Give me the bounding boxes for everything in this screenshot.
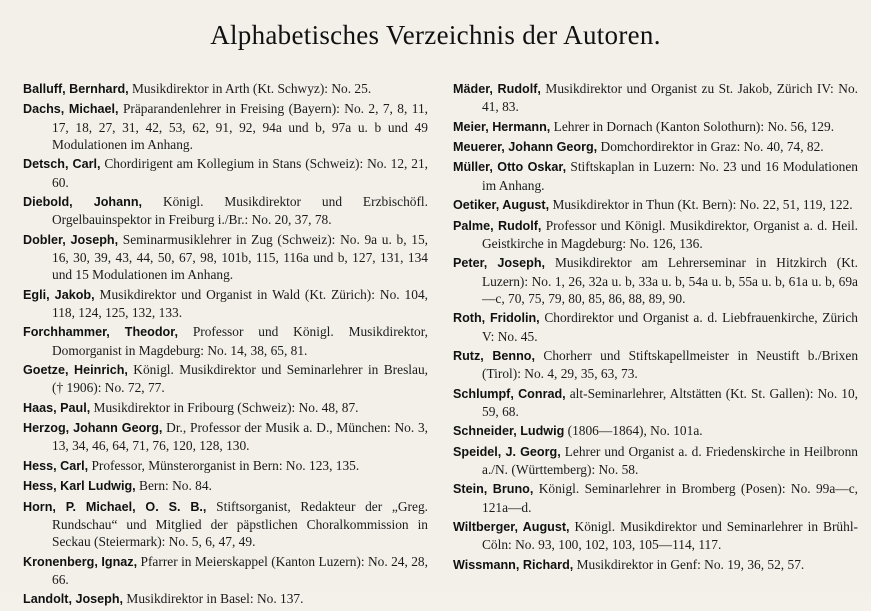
author-description: Pfarrer in Meierskappel (Kanton Luzern): No. 24, 28, 66.	[52, 553, 428, 587]
author-description: Seminarmusiklehrer in Zug (Schweiz): No. 9a u. b, 15, 16, 30, 39, 43, 44, 50, 67, 98, 101b, 115, 116a und b, 127, 131, 134 und 15 Modulationen im Anhang.	[52, 231, 428, 283]
author-name: Schlumpf, Conrad,	[453, 386, 566, 401]
author-name: Palme, Rudolf,	[453, 218, 542, 233]
author-entry	[23, 553, 428, 589]
author-entry	[23, 155, 428, 191]
author-description: Domchordirektor in Graz: No. 40, 74, 82.	[597, 139, 824, 155]
author-description: Musikdirektor in Thun (Kt. Bern): No. 22, 51, 119, 122.	[549, 197, 853, 213]
author-description: Dr., Professor der Musik a. D., München: No. 3, 13, 34, 46, 64, 71, 76, 120, 128, 130.	[52, 420, 428, 454]
author-name: Mäder, Rudolf,	[453, 82, 541, 96]
author-name: Kronenberg, Ignaz,	[23, 554, 138, 569]
author-entry	[23, 361, 428, 397]
author-entry	[453, 118, 858, 136]
author-name: Herzog, Johann Georg,	[23, 421, 163, 436]
author-description: Musikdirektor und Organist zu St. Jakob, Zürich IV: No. 41, 83.	[482, 81, 858, 115]
author-entry	[453, 347, 858, 383]
author-description: Musikdirektor in Fribourg (Schweiz): No. 48, 87.	[90, 399, 359, 415]
author-name: Meuerer, Johann Georg,	[453, 140, 598, 155]
author-description: Chordirigent am Kollegium in Stans (Schweiz): No. 12, 21, 60.	[52, 156, 428, 190]
author-name: Meier, Hermann,	[453, 119, 551, 134]
author-description: Lehrer und Organist a. d. Friedenskirche in Heilbronn a./N. (Württemberg): No. 58.	[482, 443, 858, 477]
author-description: Lehrer in Dornach (Kanton Solothurn): No. 56, 129.	[550, 118, 835, 134]
author-name: Balluff, Bernhard,	[23, 82, 129, 96]
author-name: Diebold, Johann,	[23, 195, 143, 210]
author-name: Dachs, Michael,	[23, 102, 119, 117]
left-column	[23, 80, 428, 611]
author-entry	[453, 158, 858, 194]
author-name: Egli, Jakob,	[23, 287, 95, 302]
author-description: Professor und Königl. Musikdirektor, Domorganist in Magdeburg: No. 14, 38, 65, 81.	[52, 324, 428, 358]
author-name: Hess, Karl Ludwig,	[23, 479, 136, 494]
author-entry	[23, 193, 428, 229]
author-entry	[23, 477, 428, 495]
author-name: Stein, Bruno,	[453, 482, 534, 497]
author-description: Professor und Königl. Musikdirektor, Organist a. d. Heil. Geistkirche in Magdeburg: No. 126, 136.	[482, 217, 859, 251]
author-name: Horn, P. Michael, O. S. B.,	[23, 499, 207, 514]
author-entry	[23, 100, 428, 153]
author-description: Musikdirektor in Genf: No. 19, 36, 52, 57.	[573, 556, 805, 572]
author-entry	[23, 457, 428, 475]
author-name: Detsch, Carl,	[23, 157, 101, 172]
author-name: Schneider, Ludwig	[453, 424, 565, 439]
author-entry	[453, 518, 858, 554]
author-name: Wiltberger, August,	[453, 520, 570, 535]
author-description: Bern: No. 84.	[135, 478, 212, 494]
author-entry	[453, 217, 858, 253]
author-description: (1806—1864), No. 101a.	[564, 423, 703, 439]
author-entry	[453, 385, 858, 421]
author-description: Stiftsorganist, Redakteur der „Greg. Rundschau“ und Mitglied der päpstlichen Choralkommission in Seckau (Steiermark): No. 5, 6, 47, 49.	[52, 498, 428, 550]
author-description: Königl. Seminarlehrer in Bromberg (Posen): No. 99a—c, 121a—d.	[482, 481, 858, 515]
author-description: alt-Seminarlehrer, Altstätten (Kt. St. Gallen): No. 10, 59, 68.	[482, 385, 858, 419]
author-name: Oetiker, August,	[453, 198, 550, 213]
author-name: Landolt, Joseph,	[23, 592, 124, 607]
author-description: Musikdirektor in Basel: No. 137.	[123, 591, 304, 607]
author-description: Königl. Musikdirektor und Seminarlehrer in Brühl-Cöln: No. 93, 100, 102, 103, 105—114, 117.	[482, 519, 858, 553]
author-description: Chorherr und Stiftskapellmeister in Neustift b./Brixen (Tirol): No. 4, 29, 35, 63, 73.	[482, 347, 859, 382]
author-entry	[23, 399, 428, 417]
author-entry	[453, 480, 858, 516]
author-name: Dobler, Joseph,	[23, 232, 119, 247]
author-name: Wissmann, Richard,	[453, 557, 574, 572]
author-entry	[23, 419, 428, 455]
author-name: Forchhammer, Theodor,	[23, 325, 178, 340]
author-entry	[23, 498, 428, 551]
author-entry	[23, 231, 428, 284]
author-entry	[453, 422, 858, 440]
author-entry	[23, 80, 428, 98]
author-entry	[453, 80, 858, 116]
author-name: Peter, Joseph,	[453, 256, 546, 271]
author-name: Haas, Paul,	[23, 400, 91, 415]
author-description: Königl. Musikdirektor und Erzbischöfl. Orgelbauinspektor in Freiburg i./Br.: No. 20, 37, 78.	[52, 194, 429, 228]
author-description: Musikdirektor in Arth (Kt. Schwyz): No. 25.	[128, 81, 372, 96]
author-name: Hess, Carl,	[23, 458, 89, 473]
author-name: Rutz, Benno,	[453, 348, 536, 363]
author-entry	[453, 138, 858, 156]
author-description: Königl. Musikdirektor und Seminarlehrer in Breslau, († 1906): No. 72, 77.	[52, 362, 428, 396]
author-description: Professor, Münsterorganist in Bern: No. 123, 135.	[88, 457, 360, 473]
author-entry	[23, 286, 428, 322]
author-description: Stiftskaplan in Luzern: No. 23 und 16 Modulationen im Anhang.	[482, 159, 858, 193]
author-entry	[453, 254, 858, 307]
author-description: Chordirektor und Organist a. d. Liebfrauenkirche, Zürich V: No. 45.	[482, 310, 858, 344]
author-entry	[453, 309, 858, 345]
author-entry	[453, 443, 858, 479]
author-description: Musikdirektor am Lehrerseminar in Hitzkirch (Kt. Luzern): No. 1, 26, 32a u. b, 33a u. b, 54a u. b, 55a u. b, 61a u. b, 69a—c, 70, 75, 79, 80, 85, 86, 88, 89, 90.	[482, 255, 858, 306]
author-name: Roth, Fridolin,	[453, 311, 540, 326]
author-entry	[23, 590, 428, 608]
author-name: Speidel, J. Georg,	[453, 444, 561, 459]
author-entry	[23, 323, 428, 359]
author-description: Präparandenlehrer in Freising (Bayern): No. 2, 7, 8, 11, 17, 18, 27, 31, 42, 53, 62, 91, 92, 94a und b, 97a u. b und 49 Modulationen im Anhang.	[52, 101, 428, 152]
page-title: Alphabetisches Verzeichnis der Autoren.	[210, 20, 661, 50]
author-entry	[453, 196, 858, 214]
author-name: Müller, Otto Oskar,	[453, 160, 567, 175]
author-entry	[453, 556, 858, 574]
right-column	[453, 80, 858, 576]
author-name: Goetze, Heinrich,	[23, 363, 128, 378]
author-description: Musikdirektor und Organist in Wald (Kt. Zürich): No. 104, 118, 124, 125, 132, 133.	[52, 286, 428, 321]
